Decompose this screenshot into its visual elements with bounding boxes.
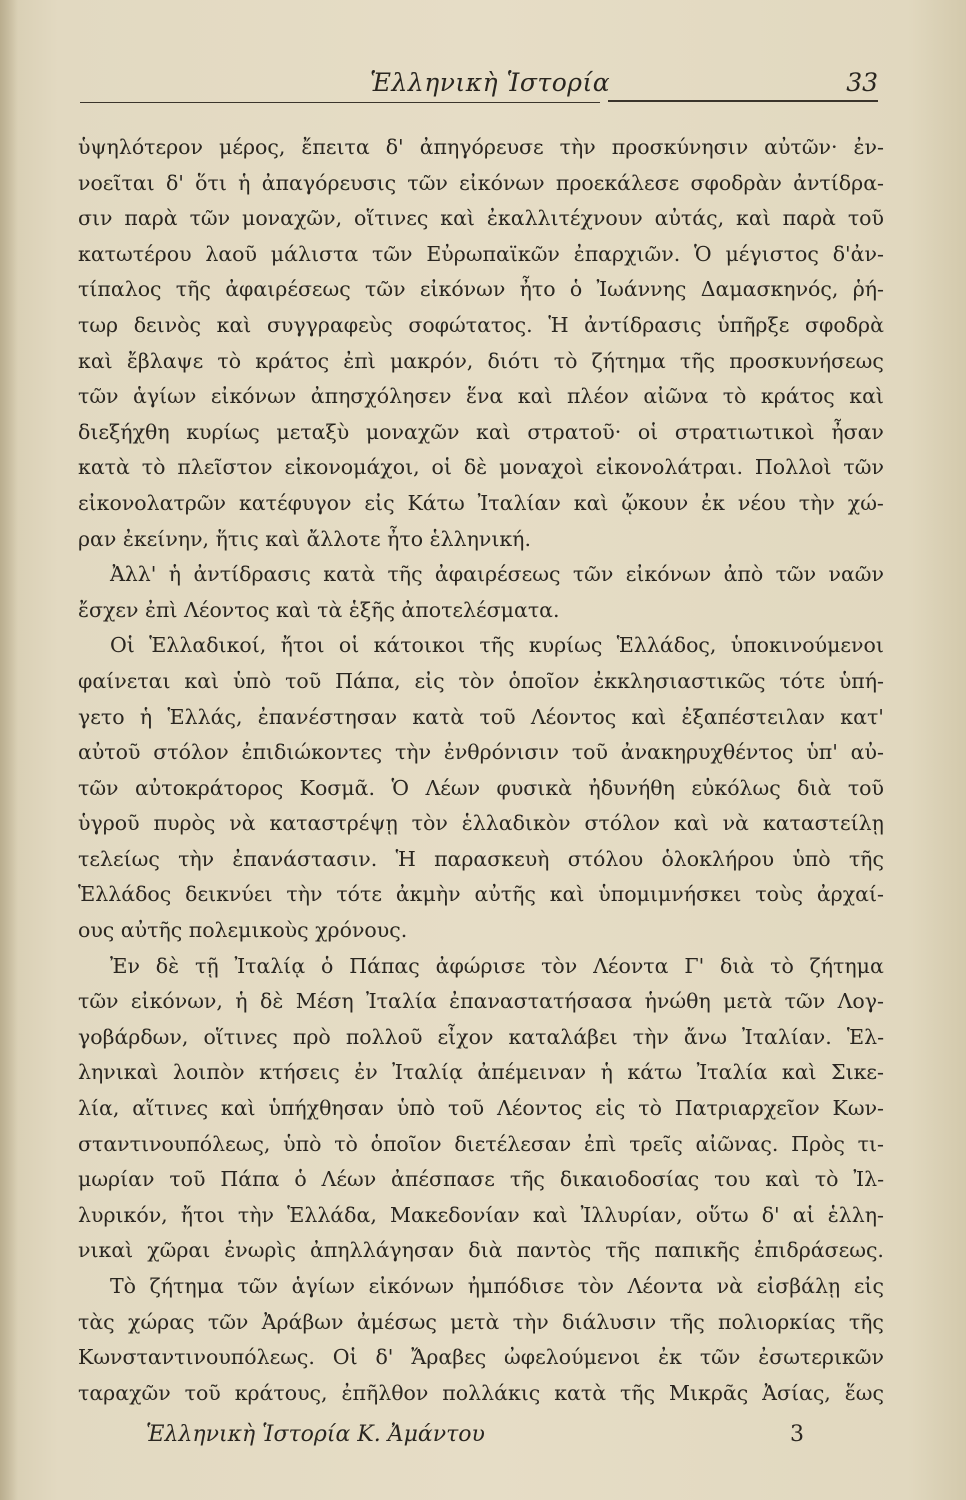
- text-line: τελείως τὴν ἐπανάστασιν. Ἡ παρασκευὴ στόλου ὁλοκλήρου ὑπὸ τῆς: [78, 846, 884, 871]
- text-line: ραν ἐκείνην, ἥτις καὶ ἄλλοτε ἦτο ἑλληνική.: [78, 526, 531, 551]
- text-line: καὶ ἔβλαψε τὸ κράτος ἐπὶ μακρόν, διότι τὸ ζήτημα τῆς προσκυνήσεως: [78, 348, 884, 373]
- page-header: [80, 62, 880, 112]
- text-line: γετο ἡ Ἑλλάς, ἐπανέστησαν κατὰ τοῦ Λέοντος καὶ ἐξαπέστειλαν κατ': [78, 704, 884, 729]
- text-line: ους αὐτῆς πολεμικοὺς χρόνους.: [78, 918, 408, 943]
- text-line: φαίνεται καὶ ὑπὸ τοῦ Πάπα, εἰς τὸν ὁποῖον ἐκκλησιαστικῶς τότε ὑπή-: [78, 668, 884, 693]
- text-line: λία, αἵτινες καὶ ὑπήχθησαν ὑπὸ τοῦ Λέοντος εἰς τὸ Πατριαρχεῖον Κων-: [78, 1096, 884, 1121]
- signature-number: 3: [790, 1422, 804, 1447]
- text-line: Ἑλλάδος δεικνύει τὴν τότε ἀκμὴν αὐτῆς καὶ ὑπομιμνήσκει τοὺς ἀρχαί-: [78, 882, 884, 907]
- text-line: τῶν εἰκόνων, ἡ δὲ Μέση Ἰταλία ἐπαναστατήσασα ἡνώθη μετὰ τῶν Λογ-: [78, 989, 884, 1014]
- text-line: νοεῖται δ' ὅτι ἡ ἀπαγόρευσις τῶν εἰκόνων προεκάλεσε σφοδρὰν ἀντίδρα-: [78, 170, 884, 195]
- text-line: Κωνσταντινουπόλεως. Οἱ δ' Ἄραβες ὠφελούμενοι ἐκ τῶν ἐσωτερικῶν: [78, 1345, 884, 1370]
- page-gutter-shadow: [0, 0, 18, 1500]
- text-line: ληνικαὶ λοιπὸν κτήσεις ἐν Ἰταλίᾳ ἀπέμειναν ἡ κάτω Ἰταλία καὶ Σικε-: [78, 1060, 884, 1085]
- text-line: Ἀλλ' ἡ ἀντίδρασις κατὰ τῆς ἀφαιρέσεως τῶν εἰκόνων ἀπὸ τῶν ναῶν: [110, 562, 884, 587]
- text-line: διεξήχθη κυρίως μεταξὺ μοναχῶν καὶ στρατοῦ· οἱ στρατιωτικοὶ ἦσαν: [78, 419, 884, 444]
- text-line: τῶν αὐτοκράτορος Κοσμᾶ. Ὁ Λέων φυσικὰ ἠδυνήθη εὐκόλως διὰ τοῦ: [78, 775, 884, 800]
- text-line: ταραχῶν τοῦ κράτους, ἐπῆλθον πολλάκις κατὰ τῆς Μικρᾶς Ἀσίας, ἕως: [78, 1380, 884, 1405]
- text-line: τῶν ἁγίων εἰκόνων ἀπησχόλησεν ἕνα καὶ πλέον αἰῶνα τὸ κράτος καὶ: [78, 384, 884, 409]
- text-line: κατὰ τὸ πλεῖστον εἰκονομάχοι, οἱ δὲ μοναχοὶ εἰκονολάτραι. Πολλοὶ τῶν: [78, 455, 884, 480]
- text-line: ὑψηλότερον μέρος, ἔπειτα δ' ἀπηγόρευσε τὴν προσκύνησιν αὐτῶν· ἐν-: [78, 135, 884, 159]
- text-line: Οἱ Ἑλλαδικοί, ἤτοι οἱ κάτοικοι τῆς κυρίως Ἑλλάδος, ὑποκινούμενοι: [110, 633, 884, 658]
- running-title: Ἑλληνικὴ Ἱστορία: [370, 68, 611, 97]
- text-line: ὑγροῦ πυρὸς νὰ καταστρέψῃ τὸν ἑλλαδικὸν στόλον καὶ νὰ καταστείλῃ: [78, 811, 884, 836]
- text-line: νικαὶ χῶραι ἐνωρὶς ἀπηλλάγησαν διὰ παντὸς τῆς παπικῆς ἐπιδράσεως.: [78, 1238, 884, 1263]
- text-line: τίπαλος τῆς ἀφαιρέσεως τῶν εἰκόνων ἦτο ὁ Ἰωάννης Δαμασκηνός, ῥή-: [78, 277, 884, 302]
- header-rule: [80, 102, 600, 103]
- body-text: [78, 130, 884, 1411]
- text-line: τὰς χώρας τῶν Ἀράβων ἀμέσως μετὰ τὴν διάλυσιν τῆς πολιορκίας τῆς: [78, 1309, 884, 1334]
- text-line: αὐτοῦ στόλον ἐπιδιώκοντες τὴν ἐνθρόνισιν τοῦ ἀνακηρυχθέντος ὑπ' αὐ-: [78, 740, 884, 765]
- text-line: σιν παρὰ τῶν μοναχῶν, οἵτινες καὶ ἐκαλλιτέχνουν αὐτάς, καὶ παρὰ τοῦ: [78, 206, 884, 231]
- text-line: λυρικόν, ἤτοι τὴν Ἑλλάδα, Μακεδονίαν καὶ Ἰλλυρίαν, οὕτω δ' αἱ ἑλλη-: [78, 1202, 884, 1227]
- text-line: εἰκονολατρῶν κατέφυγον εἰς Κάτω Ἰταλίαν καὶ ᾤκουν ἐκ νέου τὴν χώ-: [78, 490, 884, 515]
- text-line: τωρ δεινὸς καὶ συγγραφεὺς σοφώτατος. Ἡ ἀντίδρασις ὑπῆρξε σφοδρὰ: [78, 312, 884, 337]
- header-rule-thick: [608, 100, 878, 102]
- text-line: Ἐν δὲ τῇ Ἰταλίᾳ ὁ Πάπας ἀφώρισε τὸν Λέοντα Γ' διὰ τὸ ζήτημα: [110, 953, 884, 978]
- text-line: Τὸ ζήτημα τῶν ἁγίων εἰκόνων ἠμπόδισε τὸν Λέοντα νὰ εἰσβάλῃ εἰς: [110, 1274, 884, 1298]
- text-line: ἔσχεν ἐπὶ Λέοντος καὶ τὰ ἑξῆς ἀποτελέσματα.: [78, 597, 560, 622]
- page-number: 33: [846, 68, 878, 97]
- text-line: γοβάρδων, οἵτινες πρὸ πολλοῦ εἶχον καταλάβει τὴν ἄνω Ἰταλίαν. Ἑλ-: [78, 1024, 884, 1049]
- printer-signature: Ἑλληνικὴ Ἱστορία Κ. Ἀμάντου: [146, 1422, 485, 1447]
- text-line: σταντινουπόλεως, ὑπὸ τὸ ὁποῖον διετέλεσαν ἐπὶ τρεῖς αἰῶνας. Πρὸς τι-: [78, 1131, 884, 1156]
- page-footer: [80, 1422, 880, 1462]
- text-line: κατωτέρου λαοῦ μάλιστα τῶν Εὐρωπαϊκῶν ἐπαρχιῶν. Ὁ μέγιστος δ'ἀν-: [78, 241, 884, 266]
- text-line: μωρίαν τοῦ Πάπα ὁ Λέων ἀπέσπασε τῆς δικαιοδοσίας του καὶ τὸ Ἰλ-: [78, 1167, 884, 1192]
